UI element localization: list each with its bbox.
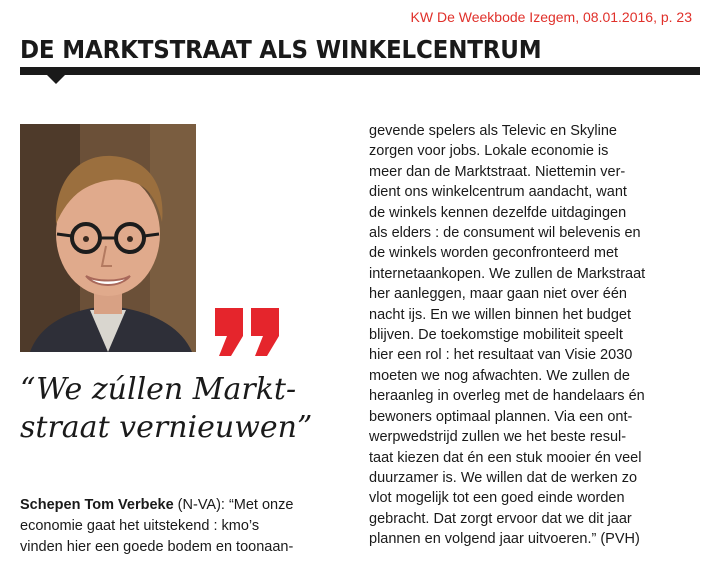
body-line-text: (N-VA): “Met onze [173, 497, 294, 513]
body-line [20, 495, 350, 516]
body-line: werpwedstrijd zullen we het beste resul- [369, 429, 627, 446]
body-line: moeten we nog afwachten. We zullen de [369, 367, 630, 384]
body-line: heraanleg in overleg met de handelaars én [369, 388, 645, 405]
body-line: hier een rol : het resultaat van Visie 2030 [369, 347, 633, 364]
body-line: plannen en volgend jaar uitvoeren.” (PVH) [369, 531, 640, 548]
pull-quote [20, 371, 350, 447]
body-line: de winkels kennen dezelfde uitdagingen [369, 204, 627, 221]
speaker-name: Schepen Tom Verbeke [20, 497, 174, 513]
body-line: nacht ijs. En we willen binnen het budget [369, 306, 631, 323]
body-line: vinden hier een goede bodem en toonaan- [20, 539, 294, 555]
headline-rule [20, 67, 700, 75]
body-line: duurzamer is. We willen dat de werken zo [369, 469, 638, 486]
body-line: bewoners optimaal plannen. Via een ont- [369, 408, 633, 425]
article-body-left [20, 495, 350, 558]
body-line: gebracht. Dat zorgt ervoor dat we dit jaar [369, 510, 632, 527]
rule-pointer [47, 75, 65, 84]
body-line: zorgen voor jobs. Lokale economie is [369, 143, 609, 160]
body-line: als elders : de consument wil belevenis en [369, 225, 641, 242]
pull-quote-line: “We zúllen Markt- [20, 372, 297, 407]
body-line: economie gaat het uitstekend : kmo’s [20, 518, 260, 534]
body-line: blijven. De toekomstige mobiliteit speelt [369, 327, 623, 344]
body-line: vlot mogelijk tot een goed einde worden [369, 490, 625, 507]
body-line: de winkels worden geconfronteerd met [369, 245, 619, 262]
body-line: gevende spelers als Televic en Skyline [369, 123, 617, 139]
source-citation: KW De Weekbode Izegem, 08.01.2016, p. 23 [410, 9, 692, 25]
body-line: her aanleggen, maar gaan niet over één [369, 286, 627, 303]
body-line: dient ons winkelcentrum aandacht, want [369, 184, 627, 201]
body-line: taat kiezen dat én een stuk mooier én veel [369, 449, 642, 466]
body-line: internetaankopen. We zullen de Markstraat [369, 265, 646, 282]
portrait-illustration [20, 124, 196, 352]
article-body-right [369, 121, 699, 550]
portrait-photo [20, 124, 196, 352]
body-line: meer dan de Marktstraat. Niettemin ver- [369, 163, 626, 180]
quote-mark-icon [215, 308, 281, 356]
headline: DE MARKTSTRAAT ALS WINKELCENTRUM [20, 35, 542, 64]
pull-quote-line: straat vernieuwen” [20, 410, 313, 445]
